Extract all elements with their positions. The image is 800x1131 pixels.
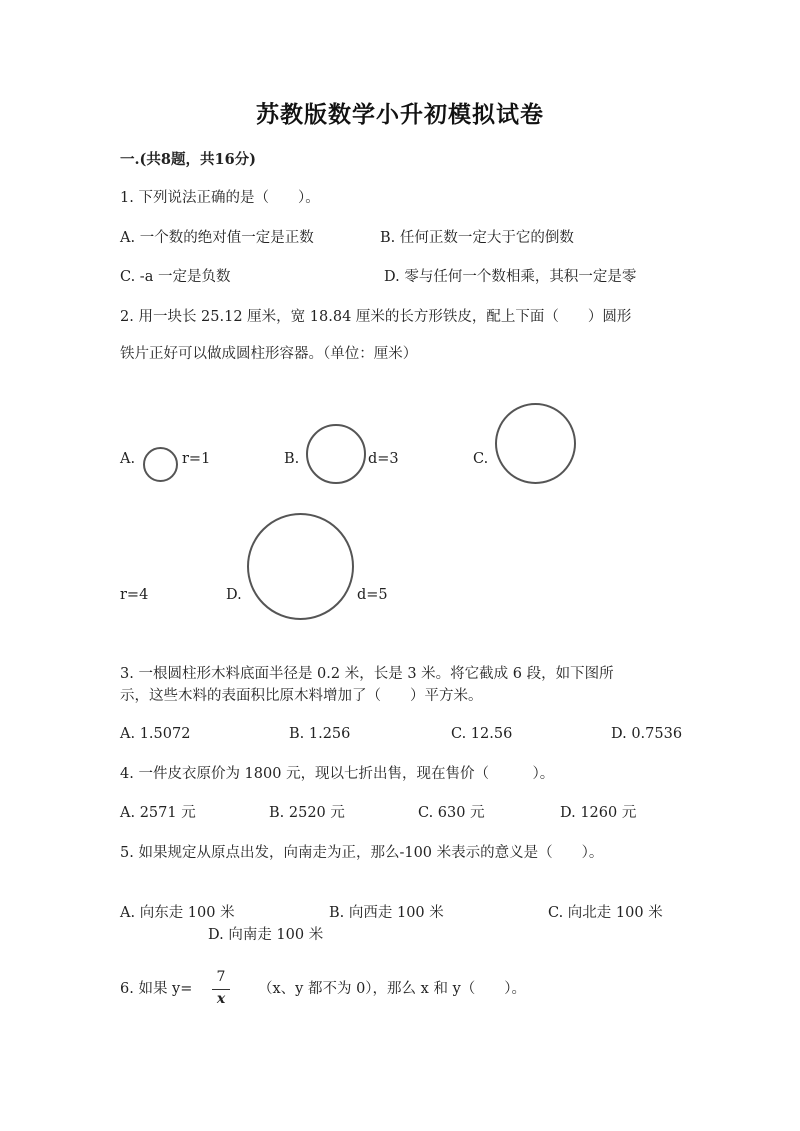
q1-option-a[interactable]: A. 一个数的绝对值一定是正数 <box>120 230 314 246</box>
q2-option-b-label[interactable]: B. <box>284 451 300 467</box>
q2-option-c-label[interactable]: C. <box>473 451 489 467</box>
q5-option-a[interactable]: A. 向东走 100 米 <box>120 905 235 921</box>
q6-stem-prefix: 6. 如果 y= <box>120 981 193 997</box>
q5-stem: 5. 如果规定从原点出发，向南走为正，那么-100 米表示的意义是（ ）。 <box>120 845 604 861</box>
q2-option-c-dim: r=4 <box>120 587 149 603</box>
q2-option-a-label[interactable]: A. <box>120 451 136 467</box>
q6-fraction-numerator: 7 <box>216 969 226 985</box>
q1-option-b[interactable]: B. 任何正数一定大于它的倒数 <box>380 230 574 246</box>
q1-option-d[interactable]: D. 零与任何一个数相乘，其积一定是零 <box>384 269 637 285</box>
q3-stem-line1: 3. 一根圆柱形木料底面半径是 0.2 米，长是 3 米。将它截成 6 段，如下图所 <box>120 666 614 682</box>
q3-option-b[interactable]: B. 1.256 <box>289 726 351 742</box>
q2-option-b-circle <box>306 424 366 484</box>
q4-option-d[interactable]: D. 1260 元 <box>560 805 637 821</box>
q4-option-a[interactable]: A. 2571 元 <box>120 805 196 821</box>
q4-option-b[interactable]: B. 2520 元 <box>269 805 345 821</box>
q2-option-c-circle <box>495 403 576 484</box>
q1-option-c[interactable]: C. -a 一定是负数 <box>120 269 231 285</box>
q3-option-a[interactable]: A. 1.5072 <box>120 726 191 742</box>
q2-stem-line2: 铁片正好可以做成圆柱形容器。（单位：厘米） <box>120 346 418 362</box>
q5-option-b[interactable]: B. 向西走 100 米 <box>329 905 444 921</box>
q2-option-d-label[interactable]: D. <box>226 587 242 603</box>
q6-stem-suffix: （x、y 都不为 0），那么 x 和 y（ ）。 <box>258 981 527 997</box>
q2-option-a-circle <box>143 447 178 482</box>
q2-option-d-dim: d=5 <box>357 587 388 603</box>
q4-option-c[interactable]: C. 630 元 <box>418 805 485 821</box>
page-title: 苏教版数学小升初模拟试卷 <box>256 101 544 128</box>
q5-option-d[interactable]: D. 向南走 100 米 <box>208 927 324 943</box>
q2-option-b-dim: d=3 <box>368 451 399 467</box>
q2-stem-line1: 2. 用一块长 25.12 厘米，宽 18.84 厘米的长方形铁皮，配上下面（ ）圆形 <box>120 309 632 325</box>
q6-fraction-denominator: x <box>216 991 226 1007</box>
q2-option-a-dim: r=1 <box>182 451 211 467</box>
q1-stem: 1. 下列说法正确的是（ ）。 <box>120 190 320 206</box>
q3-option-d[interactable]: D. 0.7536 <box>611 726 683 742</box>
q3-stem-line2: 示，这些木料的表面积比原木料增加了（ ）平方米。 <box>120 688 483 704</box>
q5-option-c[interactable]: C. 向北走 100 米 <box>548 905 663 921</box>
q4-stem: 4. 一件皮衣原价为 1800 元，现以七折出售，现在售价（ ）。 <box>120 766 555 782</box>
q2-option-d-circle <box>247 513 354 620</box>
q6-fraction-bar <box>212 989 230 990</box>
section-header: 一.(共8题，共16分) <box>120 151 257 168</box>
q3-option-c[interactable]: C. 12.56 <box>451 726 513 742</box>
